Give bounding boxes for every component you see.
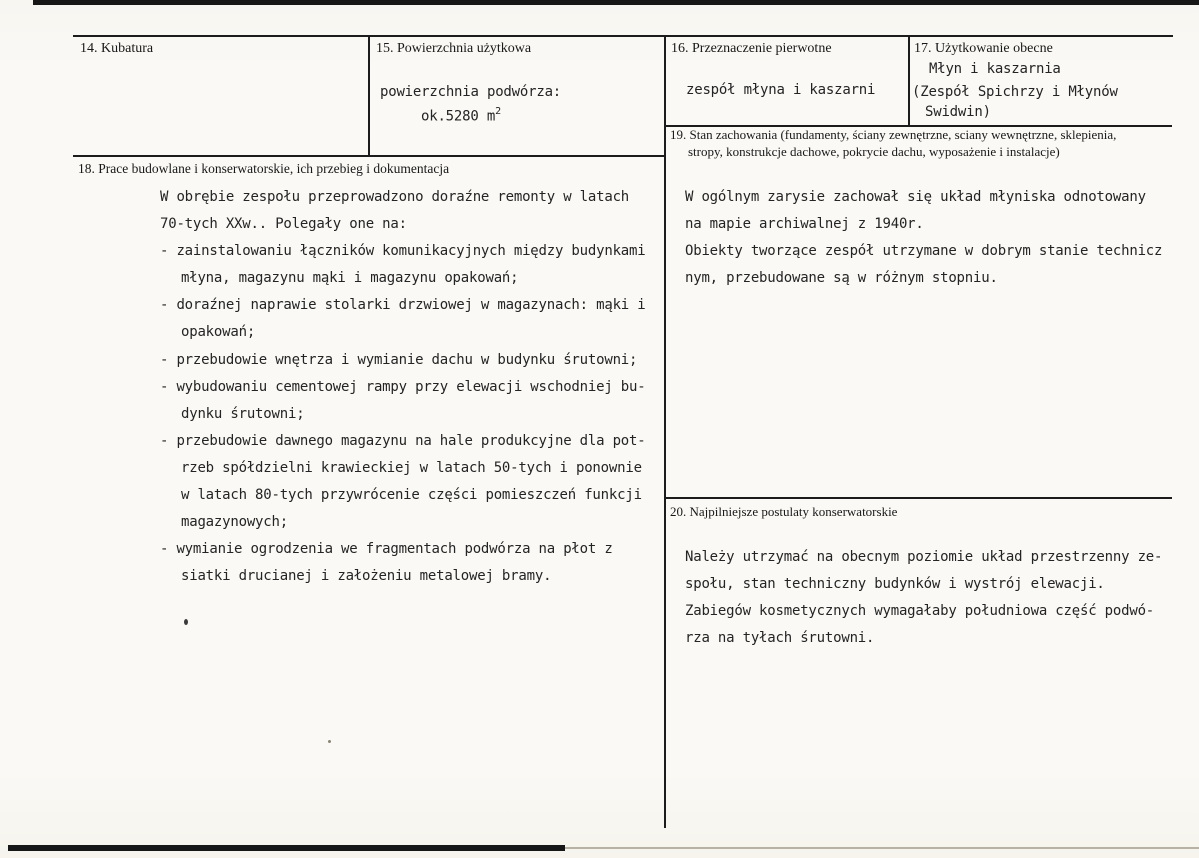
- field-15-value-line2: [421, 107, 501, 125]
- field-18-label: 18. Prace budowlane i konserwatorskie, ich przebieg i dokumentacja: [78, 161, 450, 176]
- field-19-label-line1: 19. Stan zachowania (fundamenty, ściany zewnętrzne, sciany wewnętrzne, sklepienia,: [670, 127, 1117, 142]
- typed-line: siatki drucianej i założeniu metalowej bramy.: [181, 568, 552, 585]
- field-20-label: 20. Najpilniejsze postulaty konserwatorskie: [670, 504, 898, 519]
- typed-line: Należy utrzymać na obecnym poziomie układ przestrzenny ze-: [685, 549, 1163, 565]
- field-16-label: 16. Przeznaczenie pierwotne: [671, 41, 832, 56]
- ink-speck: [328, 740, 331, 743]
- field-17-label: 17. Użytkowanie obecne: [914, 41, 1053, 56]
- typed-line: W ogólnym zarysie zachował się układ młyniska odnotowany: [685, 189, 1146, 205]
- typed-line: rza na tyłach śrutowni.: [685, 630, 875, 646]
- typed-line: - wymianie ogrodzenia we fragmentach podwórza na płot z: [160, 541, 613, 558]
- typed-line: - przebudowie dawnego magazynu na hale produkcyjne dla pot-: [160, 432, 646, 449]
- typed-line: - wybudowaniu cementowej rampy przy elewacji wschodniej bu-: [160, 378, 646, 395]
- typed-line: nym, przebudowane są w różnym stopniu.: [685, 270, 998, 286]
- table-border-top: [73, 35, 1173, 37]
- typed-line: społu, stan techniczny budynków i wystrój elewacji.: [685, 576, 1105, 592]
- typed-line: magazynowych;: [181, 514, 288, 531]
- typed-line: - zainstalowaniu łączników komunikacyjnych między budynkami: [160, 243, 646, 260]
- field-19-label: [670, 127, 1116, 160]
- divider-14-15: [368, 35, 370, 155]
- field-17-value-line3: Swidwin): [925, 104, 991, 120]
- typed-line: na mapie archiwalnej z 1940r.: [685, 216, 924, 232]
- typed-line: młyna, magazynu mąki i magazynu opakowań;: [181, 270, 519, 287]
- field-17-value-line2: (Zespół Spichrzy i Młynów: [912, 84, 1118, 100]
- square-exponent: 2: [495, 106, 501, 117]
- typed-line: - doraźnej naprawie stolarki drzwiowej w magazynach: mąki i: [160, 297, 646, 314]
- area-value: ok.5280 m: [421, 108, 496, 125]
- typed-line: Zabiegów kosmetycznych wymagałaby południowa część podwó-: [685, 603, 1155, 619]
- typed-line: Obiekty tworzące zespół utrzymane w dobrym stanie technicz: [685, 243, 1163, 259]
- typed-line: w latach 80-tych przywrócenie części pomieszczeń funkcji: [181, 487, 642, 504]
- typed-line: rzeb spółdzielni krawieckiej w latach 50-tych i ponownie: [181, 459, 642, 476]
- field-19-text: [685, 184, 1162, 292]
- typed-line: W obrębie zespołu przeprowadzono doraźne remonty w latach: [160, 189, 630, 205]
- field-19-label-line2: stropy, konstrukcje dachowe, pokrycie dachu, wyposażenie i instalacje): [688, 143, 1060, 159]
- field-17-value-line1: Młyn i kaszarnia: [929, 61, 1061, 77]
- field-16-value: zespół młyna i kaszarni: [686, 82, 876, 98]
- divider-16-17: [908, 35, 910, 125]
- typed-line: dynku śrutowni;: [181, 405, 305, 422]
- rule-above-18: [73, 155, 666, 157]
- field-14-label: 14. Kubatura: [80, 41, 154, 56]
- field-15-value-line1: powierzchnia podwórza:: [380, 84, 562, 100]
- typed-line: opakowań;: [181, 324, 256, 341]
- typed-line: - przebudowie wnętrza i wymianie dachu w budynku śrutowni;: [160, 351, 638, 368]
- divider-center-column: [664, 35, 666, 828]
- scan-edge-bottom: [8, 845, 565, 851]
- rule-between-19-20: [664, 497, 1172, 499]
- field-15-label: 15. Powierzchnia użytkowa: [376, 41, 532, 56]
- scan-edge-bottom-faint: [565, 847, 1199, 849]
- ink-speck: [184, 619, 188, 625]
- typed-line: 70-tych XXw.. Polegały one na:: [160, 216, 407, 233]
- field-20-text: [685, 544, 1162, 652]
- scan-edge-top: [33, 0, 1199, 5]
- field-18-text: [160, 184, 646, 590]
